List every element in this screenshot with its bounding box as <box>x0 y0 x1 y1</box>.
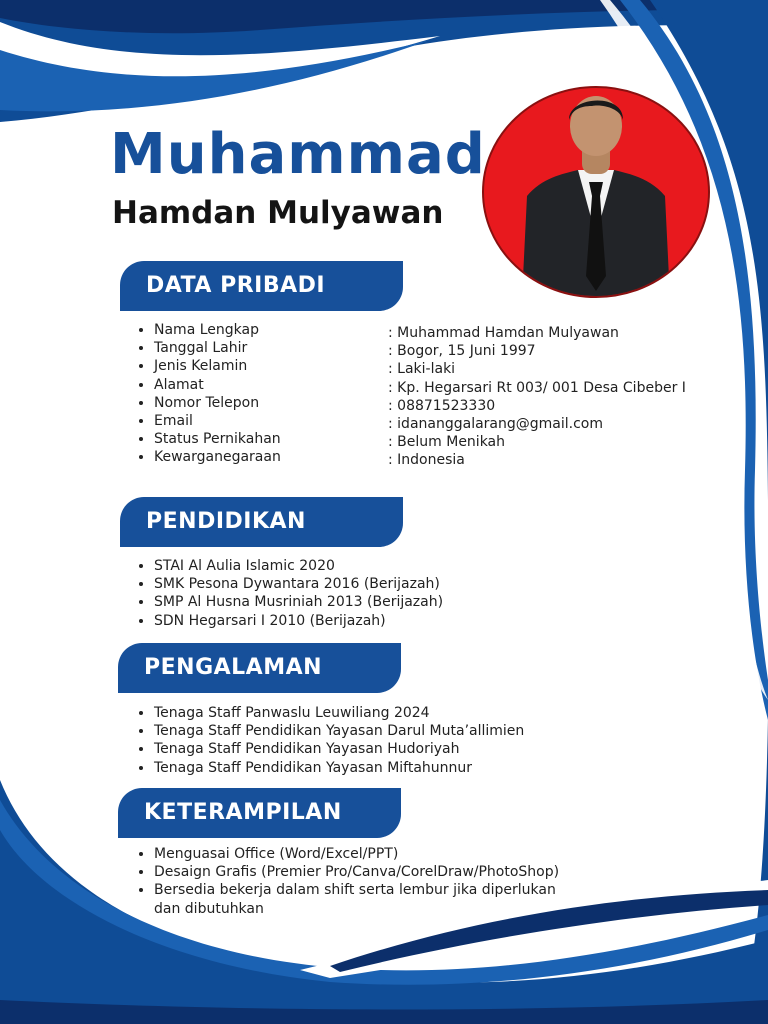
education-item: • SDN Hegarsari I 2010 (Berijazah) <box>154 612 443 630</box>
personal-data-labels <box>136 321 281 467</box>
experience-list <box>136 704 524 777</box>
label-status-pernikahan: • Status Pernikahan <box>154 430 281 448</box>
experience-item: • Tenaga Staff Pendidikan Yayasan Hudoriyah <box>154 740 524 758</box>
skill-item: • Bersedia bekerja dalam shift serta lembur jika diperlukan dan dibutuhkan <box>154 881 584 917</box>
label-tanggal-lahir: • Tanggal Lahir <box>154 339 281 357</box>
label-nomor-telepon: • Nomor Telepon <box>154 394 281 412</box>
first-name: Muhammad <box>110 122 486 187</box>
value-nama-lengkap: : Muhammad Hamdan Mulyawan <box>388 325 619 341</box>
skill-item: • Desaign Grafis (Premier Pro/Canva/CorelDraw/PhotoShop) <box>154 863 584 881</box>
education-item: • STAI Al Aulia Islamic 2020 <box>154 557 443 575</box>
value-nomor-telepon: : 08871523330 <box>388 397 496 414</box>
value-alamat: : Kp. Hegarsari Rt 003/ 001 Desa Cibeber I <box>388 379 686 396</box>
value-jenis-kelamin: : Laki-laki <box>388 361 456 378</box>
value-email: : idananggalarang@gmail.com <box>388 416 603 433</box>
skill-item: • Menguasai Office (Word/Excel/PPT) <box>154 845 584 863</box>
experience-item: • Tenaga Staff Pendidikan Yayasan Miftahunnur <box>154 759 524 777</box>
label-alamat: • Alamat <box>154 376 281 394</box>
section-header-pengalaman: PENGALAMAN <box>118 643 401 693</box>
experience-item: • Tenaga Staff Pendidikan Yayasan Darul Muta’allimien <box>154 722 524 740</box>
personal-data-values <box>388 324 686 470</box>
education-item: • SMK Pesona Dywantara 2016 (Berijazah) <box>154 575 443 593</box>
value-kewarganegaraan: : Indonesia <box>388 452 465 469</box>
label-email: • Email <box>154 412 281 430</box>
section-header-data-pribadi: DATA PRIBADI <box>120 261 403 311</box>
label-kewarganegaraan: • Kewarganegaraan <box>154 448 281 466</box>
label-nama-lengkap: • Nama Lengkap <box>154 321 281 339</box>
skills-list <box>136 845 584 918</box>
experience-item: • Tenaga Staff Panwaslu Leuwiliang 2024 <box>154 704 524 722</box>
section-header-pendidikan: PENDIDIKAN <box>120 497 403 547</box>
education-item: • SMP Al Husna Musriniah 2013 (Berijazah) <box>154 593 443 611</box>
full-name-rest: Hamdan Mulyawan <box>112 195 444 231</box>
profile-photo <box>482 86 710 298</box>
value-tanggal-lahir: : Bogor, 15 Juni 1997 <box>388 343 536 360</box>
value-status-pernikahan: : Belum Menikah <box>388 434 506 451</box>
education-list <box>136 557 443 630</box>
section-header-keterampilan: KETERAMPILAN <box>118 788 401 838</box>
label-jenis-kelamin: • Jenis Kelamin <box>154 357 281 375</box>
